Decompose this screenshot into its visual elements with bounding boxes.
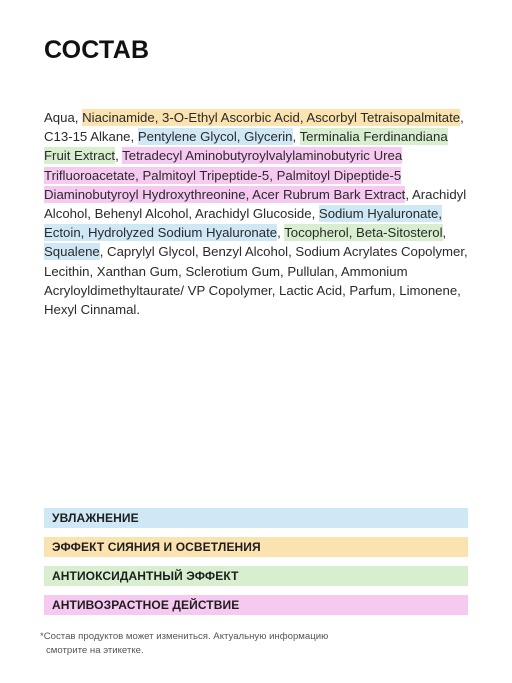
ingredient-highlight-moisturizing: Pentylene Glycol, Glycerin [137, 129, 293, 145]
ingredient-text: , C13-15 Alkane, [44, 110, 464, 145]
legend [44, 508, 468, 624]
ingredient-text: , Caprylyl Glycol, Benzyl Alcohol, Sodium Acrylates Copolymer, Lecithin, Xanthan Gum, Sclerotium Gum, Pullulan, Ammonium Acryloyldimethyltaurate/ VP Copolymer, Lactic Acid, Parfum, Limonene, Hexyl Cinnamal. [44, 244, 468, 318]
ingredient-highlight-antioxidant: Tocopherol, Beta-Sitosterol [284, 225, 443, 241]
legend-item-antioxidant: АНТИОКСИДАНТНЫЙ ЭФФЕКТ [44, 566, 468, 586]
ingredient-text: , [292, 129, 300, 145]
ingredient-highlight-moisturizing: Sodium Hyaluronate, Ectoin, Hydrolyzed Sodium Hyaluronate [44, 206, 443, 241]
legend-item-radiance: ЭФФЕКТ СИЯНИЯ И ОСВЕТЛЕНИЯ [44, 537, 468, 557]
footnote-line-1: *Состав продуктов может измениться. Актуальную информацию [40, 631, 329, 642]
legend-item-moisturizing: УВЛАЖНЕНИЕ [44, 508, 468, 528]
ingredient-text: , [277, 225, 285, 241]
ingredient-text: , [115, 148, 123, 164]
ingredient-text: , Arachidyl Alcohol, Behenyl Alcohol, Arachidyl Glucoside, [44, 186, 467, 222]
ingredient-text: Aqua, [44, 110, 83, 125]
ingredient-highlight-antiage: Tetradecyl Aminobutyroylvalylaminobutyric Urea Trifluoroacetate, Palmitoyl Tripeptide-5, Palmitoyl Dipeptide-5 Diaminobutyroyl Hydroxythreonine, Acer Rubrum Bark Extract [44, 148, 406, 202]
ingredient-highlight-antioxidant: Terminalia Ferdinandiana Fruit Extract [44, 129, 448, 164]
footnote-line-2: смотрите на этикетке. [46, 644, 144, 656]
page-title: СОСТАВ [44, 36, 150, 64]
footnote [40, 630, 480, 657]
ingredients-list [44, 108, 474, 319]
ingredient-highlight-moisturizing: Squalene [44, 244, 100, 260]
ingredient-highlight-radiance: Niacinamide, 3-O-Ethyl Ascorbic Acid, Ascorbyl Tetraisopalmitate [82, 110, 461, 125]
ingredient-text: , [442, 225, 447, 241]
legend-item-antiage: АНТИВОЗРАСТНОЕ ДЕЙСТВИЕ [44, 595, 468, 615]
